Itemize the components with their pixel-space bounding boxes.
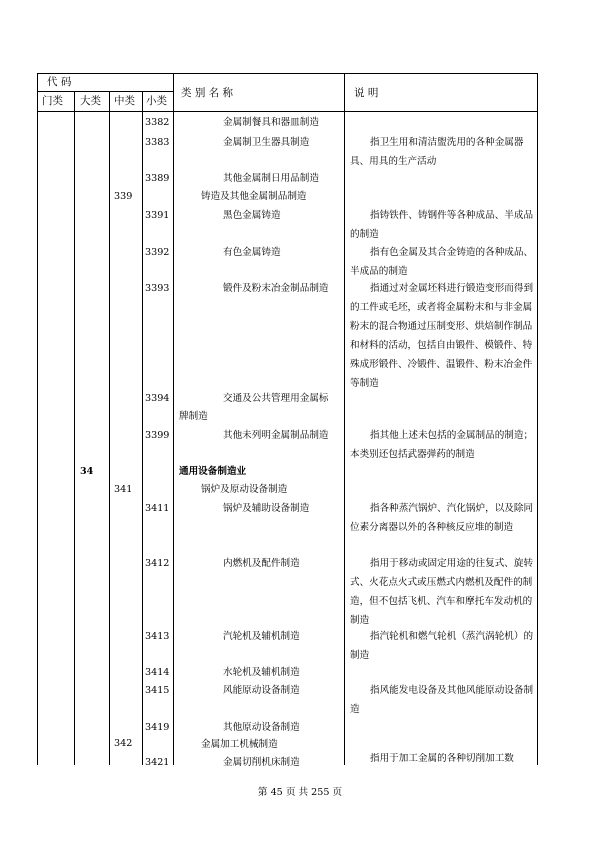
xiaolei-code: 3415	[145, 685, 170, 696]
header-menlei: 门类	[42, 95, 63, 107]
header-dalei: 大类	[80, 95, 101, 107]
category-name: 金属加工机械制造	[201, 739, 278, 750]
column-divider	[344, 73, 345, 765]
category-description: 指其他上述未包括的金属制品的制造；本类别还包括武器弹药的制造	[350, 430, 534, 460]
xiaolei-code: 3391	[145, 210, 170, 221]
category-name: 铸造及其他金属制品制造	[201, 191, 307, 202]
category-name: 金属切削机床制造	[223, 757, 300, 768]
category-description: 指用于移动或固定用途的往复式、旋转式、火花点火式或压燃式内燃机及配件的制造，但不包括飞机、汽车和摩托车发动机的制造	[350, 558, 534, 626]
xiaolei-code: 3411	[145, 503, 170, 514]
category-description: 指风能发电设备及其他风能原动设备制造	[350, 685, 534, 715]
header-code: 代 码	[47, 76, 72, 88]
category-name: 金属制卫生器具制造	[223, 137, 310, 148]
table-border-left	[37, 73, 38, 765]
header-divider	[37, 91, 174, 92]
category-name: 风能原动设备制造	[223, 685, 300, 696]
xiaolei-code: 3383	[145, 137, 170, 148]
category-name: 通用设备制造业	[179, 466, 247, 477]
xiaolei-code: 3389	[145, 173, 170, 184]
zhonglei-code: 342	[114, 738, 133, 749]
category-name: 交通及公共管理用金属标	[223, 393, 329, 404]
page-number: 第 45 页 共 255 页	[257, 787, 343, 798]
category-description: 指通过对金属坯料进行锻造变形而得到的工件或毛坯，或者将金属粉末和与非金属粉末的混合物通过压制变形、烘焙制作制品和材料的活动，包括自由锻件、模锻件、特殊成形锻件、冷锻件、温锻件、粉末冶金件等制造	[350, 283, 534, 389]
header-bottom-rule	[37, 111, 538, 112]
category-name-continued: 牌制造	[179, 411, 208, 422]
header-description: 说 明	[354, 87, 379, 99]
xiaolei-code: 3394	[145, 393, 170, 404]
category-name: 水轮机及辅机制造	[223, 667, 300, 678]
category-description: 指各种蒸汽锅炉、汽化锅炉，以及除同位素分离器以外的各种核反应堆的制造	[350, 503, 534, 533]
header-xiaolei: 小类	[146, 95, 167, 107]
category-name: 有色金属铸造	[223, 247, 281, 258]
table-border-top	[37, 73, 538, 74]
column-divider	[142, 91, 143, 765]
category-description: 指有色金属及其合金铸造的各种成品、半成品的制造	[350, 247, 534, 277]
xiaolei-code: 3413	[145, 631, 170, 642]
column-divider	[173, 73, 174, 765]
header-category-name: 类 别 名 称	[181, 87, 234, 99]
category-name: 其他未列明金属制品制造	[223, 430, 329, 441]
xiaolei-code: 3412	[145, 558, 170, 569]
category-name: 内燃机及配件制造	[223, 558, 300, 569]
dalei-code: 34	[80, 466, 94, 477]
zhonglei-code: 341	[114, 484, 133, 495]
xiaolei-code: 3421	[145, 757, 170, 768]
category-description: 指铸铁件、铸钢件等各种成品、半成品的制造	[350, 210, 534, 240]
xiaolei-code: 3419	[145, 722, 170, 733]
xiaolei-code: 3414	[145, 667, 170, 678]
category-name: 其他金属制日用品制造	[223, 173, 319, 184]
category-name: 金属制餐具和器皿制造	[223, 117, 319, 128]
category-name: 锅炉及原动设备制造	[201, 484, 288, 495]
column-divider	[109, 91, 110, 765]
zhonglei-code: 339	[114, 191, 133, 202]
category-description: 指卫生用和清洁盥洗用的各种金属器具、用具的生产活动	[350, 137, 524, 167]
xiaolei-code: 3382	[145, 117, 170, 128]
category-name: 锻件及粉末冶金制品制造	[223, 283, 329, 294]
xiaolei-code: 3393	[145, 283, 170, 294]
column-divider	[74, 91, 75, 765]
code-table	[37, 73, 538, 768]
category-name: 黑色金属铸造	[223, 210, 281, 221]
category-name: 其他原动设备制造	[223, 722, 300, 733]
category-name: 锅炉及辅助设备制造	[223, 503, 310, 514]
category-description: 指汽轮机和燃气轮机（蒸汽涡轮机）的制造	[350, 631, 534, 661]
xiaolei-code: 3399	[145, 430, 170, 441]
category-description: 指用于加工金属的各种切削加工数	[370, 753, 514, 764]
xiaolei-code: 3392	[145, 247, 170, 258]
header-zhonglei: 中类	[114, 95, 135, 107]
category-name: 汽轮机及辅机制造	[223, 631, 300, 642]
table-border-right	[537, 73, 538, 765]
